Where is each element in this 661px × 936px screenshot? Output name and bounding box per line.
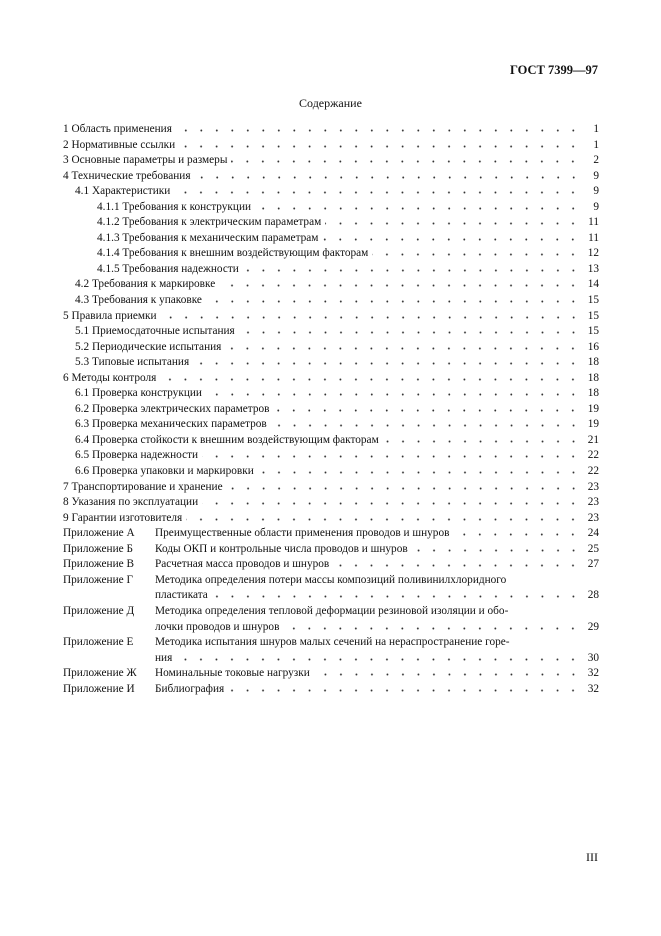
toc-page-number: 11 [588,231,599,244]
toc-entry[interactable] [63,417,599,433]
toc-appendix-entry[interactable] [63,666,599,682]
dot-leader [206,293,581,303]
dot-leader [383,433,581,443]
toc-page-number: 9 [593,169,599,182]
toc-entry-title: 4.1.2 Требования к электрическим параметрам [97,216,322,229]
toc-page-number: 15 [587,325,599,338]
toc-entry-title: 4.1.5 Требования надежности [97,262,239,275]
appendix-title [155,573,599,604]
toc-entry-title: 6.2 Проверка электрических параметров [75,402,270,415]
toc-page-number: 18 [587,387,599,400]
toc-page-number: 18 [587,356,599,369]
appendix-title [155,682,599,698]
toc-page-number: 9 [593,200,599,213]
toc-entry[interactable] [63,324,599,340]
dot-leader [193,355,581,365]
toc-page-number: 19 [587,402,599,415]
appendix-title [155,542,599,558]
page-title: Содержание [299,96,362,110]
dot-leader [283,620,581,630]
toc-entry[interactable] [63,511,599,527]
toc-page-number: 27 [587,558,599,571]
toc-appendix-entry[interactable] [63,682,599,698]
dot-leader [202,448,581,458]
toc-entry-title: 5.1 Приемосдаточные испытания [75,325,235,338]
appendix-label: Приложение Ж [63,667,137,680]
toc-entry-title: 8 Указания по эксплуатации [63,496,199,509]
appendix-title-line [155,573,599,589]
toc-page-number: 32 [587,682,599,695]
toc-entry-title: 4 Технические требования [63,169,191,182]
toc-entry-title: 2 Нормативные ссылки [63,138,176,151]
dot-leader [225,340,581,350]
toc-entry[interactable] [63,262,599,278]
document-id: ГОСТ 7399—97 [509,63,598,77]
appendix-title-text: пластиката [155,589,208,602]
appendix-title [155,526,599,542]
dot-leader [231,153,581,163]
toc-page-number: 15 [587,309,599,322]
toc-entry[interactable] [63,277,599,293]
dot-leader [179,138,581,148]
toc-page-number: 13 [587,262,599,275]
toc-page-number: 11 [588,216,599,229]
appendix-title-text: Библиография [155,682,225,695]
toc-page-number: 18 [587,371,599,384]
dot-leader [314,666,581,676]
dot-leader [174,184,581,194]
dot-leader [453,526,581,536]
toc-appendix-entry[interactable] [63,526,599,542]
dot-leader [333,557,581,567]
toc-page-number: 12 [587,247,599,260]
toc-appendix-entry[interactable] [63,573,599,604]
toc-page-number: 21 [587,433,599,446]
appendix-title-text: Расчетная масса проводов и шнуров [155,558,330,571]
appendix-label: Приложение Б [63,542,133,555]
dot-leader [271,417,581,427]
toc-page-number: 16 [587,340,599,353]
toc-page-number: 9 [593,185,599,198]
toc-entry-title: 6 Методы контроля [63,371,157,384]
toc-entry-title: 9 Гарантии изготовителя [63,511,183,524]
appendix-title-line [155,604,599,620]
appendix-title-line [155,620,599,636]
dot-leader [161,309,581,319]
dot-leader [322,231,581,241]
toc-entry-title: 6.4 Проверка стойкости к внешним воздействующим факторам [75,433,379,446]
toc-appendix-entry[interactable] [63,604,599,635]
appendix-title-line [155,557,599,573]
appendix-title-line [155,666,599,682]
toc-page-number: 22 [587,449,599,462]
dot-leader [186,511,581,521]
dot-leader [372,246,581,256]
toc-page-number: 23 [587,511,599,524]
dot-leader [176,651,581,661]
appendix-title-text: Методика испытания шнуров малых сечений на нераспространение горе- [155,636,510,649]
toc-entry-title: 7 Транспортирование и хранение [63,480,223,493]
appendix-label: Приложение В [63,558,134,571]
toc-entry[interactable] [63,386,599,402]
toc-entry-title: 5 Правила приемки [63,309,157,322]
appendix-title-line [155,526,599,542]
dot-leader [228,682,581,692]
toc-page-number: 1 [593,123,599,135]
toc-page-number: 29 [587,620,599,633]
toc-entry[interactable] [63,371,599,387]
appendix-title [155,666,599,682]
table-of-contents [63,122,599,697]
toc-entry-title: 4.1.4 Требования к внешним воздействующим факторам [97,247,369,260]
dot-leader [325,215,581,225]
appendix-title [155,635,599,666]
toc-page-number: 30 [587,651,599,664]
appendix-title-line [155,682,599,698]
toc-entry[interactable] [63,433,599,449]
toc-page-number: 24 [587,527,599,540]
toc-entry-title: 6.3 Проверка механических параметров [75,418,267,431]
toc-page-number: 15 [587,294,599,307]
toc-page-number: 25 [587,542,599,555]
dot-leader [160,371,581,381]
toc-entry-title: 4.3 Требования к упаковке [75,294,202,307]
dot-leader [258,464,581,474]
toc-appendix-entry[interactable] [63,635,599,666]
appendix-title-text: Методика определения тепловой деформации резиновой изоляции и обо- [155,604,509,617]
appendix-title-text: Методика определения потери массы композиций поливинилхлоридного [155,573,507,586]
appendix-label: Приложение А [63,527,135,540]
appendix-title-line [155,588,599,604]
appendix-title-text: ния [155,651,173,664]
dot-leader [243,262,581,272]
appendix-title [155,557,599,573]
toc-entry[interactable] [63,448,599,464]
toc-entry[interactable] [63,122,599,138]
toc-entry[interactable] [63,355,599,371]
toc-entry[interactable] [63,200,599,216]
dot-leader [176,122,581,132]
dot-leader [212,588,581,598]
toc-entry[interactable] [63,153,599,169]
toc-page-number: 28 [587,589,599,602]
toc-entry[interactable] [63,231,599,247]
dot-leader [206,386,581,396]
appendix-label: Приложение Д [63,604,135,617]
appendix-label: Приложение Е [63,636,134,649]
toc-entry-title: 5.3 Типовые испытания [75,356,190,369]
dot-leader [255,200,581,210]
toc-entry-title: 4.1.1 Требования к конструкции [97,200,252,213]
dot-leader [195,169,581,179]
appendix-title-text: Преимущественные области применения проводов и шнуров [155,527,450,540]
toc-entry-title: 6.6 Проверка упаковки и маркировки [75,465,254,478]
toc-entry-title: 5.2 Периодические испытания [75,340,222,353]
dot-leader [227,480,581,490]
toc-entry[interactable] [63,309,599,325]
toc-page-number: 32 [587,667,599,680]
toc-entry-title: 4.1.3 Требования к механическим параметрам [97,231,319,244]
dot-leader [219,277,581,287]
toc-appendix-entry[interactable] [63,557,599,573]
appendix-title-line [155,542,599,558]
appendix-title-text: Номинальные токовые нагрузки [155,667,310,680]
appendix-title-text: лочки проводов и шнуров [155,620,280,633]
toc-page-number: 23 [587,480,599,493]
toc-entry-title: 4.1 Характеристики [75,185,171,198]
toc-entry[interactable] [63,464,599,480]
appendix-title-line [155,651,599,667]
dot-leader [412,542,581,552]
dot-leader [239,324,581,334]
toc-entry[interactable] [63,480,599,496]
toc-page-number: 23 [587,496,599,509]
toc-page-number: 19 [587,418,599,431]
toc-entry[interactable] [63,184,599,200]
toc-entry[interactable] [63,495,599,511]
toc-page-number: 2 [593,154,599,167]
appendix-title-line [155,635,599,651]
toc-appendix-entry[interactable] [63,542,599,558]
toc-entry-title: 1 Область применения [63,123,172,135]
dot-leader [273,402,581,412]
toc-entry-title: 6.1 Проверка конструкции [75,387,202,400]
dot-leader [202,495,581,505]
appendix-title [155,604,599,635]
appendix-title-text: Коды ОКП и контрольные числа проводов и шнуров [155,542,408,555]
toc-entry[interactable] [63,138,599,154]
toc-page-number: 22 [587,465,599,478]
appendix-label: Приложение Г [63,573,133,586]
toc-entry-title: 3 Основные параметры и размеры [63,154,228,167]
toc-entry[interactable] [63,293,599,309]
toc-entry[interactable] [63,215,599,231]
toc-page-number: 1 [593,138,599,151]
toc-entry[interactable] [63,246,599,262]
appendix-label: Приложение И [63,682,135,695]
toc-entry-title: 6.5 Проверка надежности [75,449,199,462]
page-number: III [586,850,598,864]
toc-entry[interactable] [63,169,599,185]
toc-entry[interactable] [63,340,599,356]
toc-entry[interactable] [63,402,599,418]
toc-entry-title: 4.2 Требования к маркировке [75,278,216,291]
toc-page-number: 14 [587,278,599,291]
